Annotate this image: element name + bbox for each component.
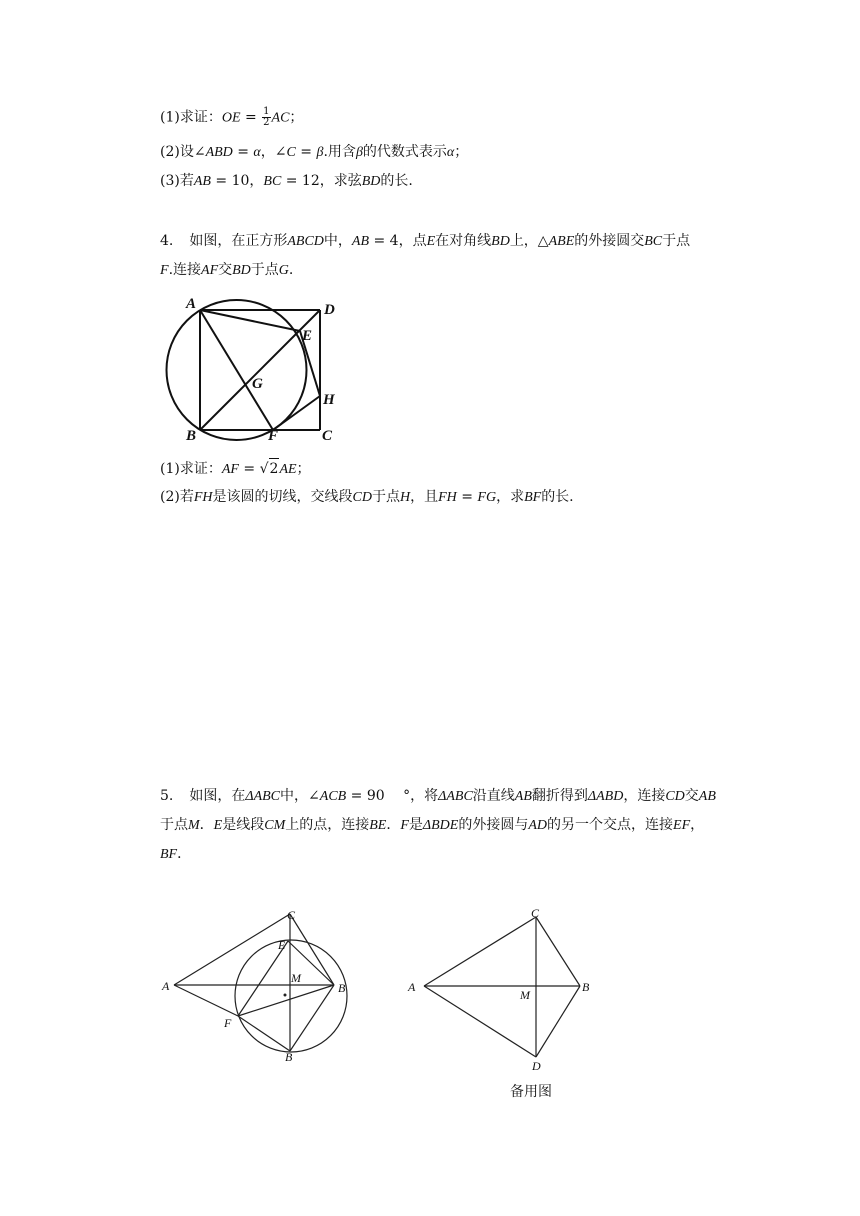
t: ， — [690, 817, 705, 833]
q5-figure-backup — [404, 902, 594, 1072]
t: AB — [514, 789, 532, 804]
t: ΔABD — [587, 789, 624, 804]
t: . — [288, 262, 294, 278]
t: = 90 °，将 — [346, 788, 439, 804]
t: 是该圆的切线，交线段 — [212, 489, 353, 505]
question-number: 5. — [160, 788, 174, 804]
t: BC — [263, 174, 282, 189]
t: CM — [264, 818, 286, 833]
label-B: B — [582, 980, 590, 994]
label-A: A — [162, 979, 170, 993]
t: ，连接 — [623, 788, 666, 804]
t: ABE — [548, 234, 575, 249]
t: C — [286, 145, 296, 160]
t: BD — [491, 234, 510, 249]
t: ABCD — [287, 234, 324, 249]
t: = — [295, 144, 317, 160]
t: 交 — [218, 262, 233, 278]
circle-center-dot — [284, 994, 287, 997]
t: AB — [698, 789, 716, 804]
segment-FE — [238, 941, 288, 1016]
t: 如图，在正方形 — [189, 233, 288, 249]
label-A: A — [186, 296, 197, 312]
segment-BD — [290, 985, 334, 1051]
label-F: F — [224, 1016, 232, 1030]
q4-part1 — [160, 458, 311, 480]
q3-part1-end: ； — [289, 109, 304, 126]
t: 于点 — [160, 817, 188, 833]
t: ，且 — [410, 489, 439, 505]
label-A: A — [408, 980, 416, 994]
q4-part2 — [160, 487, 574, 508]
t: AE — [279, 462, 297, 477]
t: BF — [524, 490, 542, 505]
t: H — [399, 490, 411, 505]
t: AF — [221, 462, 239, 477]
t: 中，∠ — [280, 788, 320, 804]
t: ． — [177, 846, 192, 862]
t: F — [400, 818, 409, 833]
t: 上的点，连接 — [285, 817, 370, 833]
q4-stem-line1 — [160, 231, 690, 252]
t: 的另一个交点，连接 — [547, 817, 674, 833]
t: (1)求证： — [160, 461, 222, 477]
t: AD — [528, 818, 548, 833]
label-E: E — [278, 938, 286, 952]
q3-part1-text: (1)求证： — [160, 109, 222, 126]
label-C: C — [531, 906, 540, 920]
t: EF — [673, 818, 691, 833]
t: CD — [352, 490, 372, 505]
q5-stem-line3 — [160, 844, 191, 865]
label-B-bottom: B — [285, 1050, 293, 1063]
t: ΔABC — [438, 789, 473, 804]
label-B: B — [186, 428, 197, 442]
t: ΔBDE — [422, 818, 459, 833]
t: ． — [386, 817, 401, 833]
t: 是 — [408, 817, 423, 833]
t: AB — [193, 174, 211, 189]
t: 如图，在 — [189, 788, 246, 804]
t: BD — [232, 263, 251, 278]
q5-stem-line1 — [160, 786, 716, 807]
t: 于点 — [371, 489, 400, 505]
t: FH — [438, 490, 457, 505]
fraction-one-half — [262, 107, 270, 128]
q3-part1 — [160, 107, 303, 129]
t: 翻折得到 — [531, 788, 588, 804]
t: β — [355, 145, 363, 160]
segment-AF — [200, 310, 273, 430]
label-C: C — [287, 908, 296, 922]
t: (2)设∠ — [160, 144, 206, 160]
t: E — [213, 818, 223, 833]
label-E: E — [302, 328, 313, 344]
q3-part1-math: OE — [221, 110, 241, 126]
segment-CB — [536, 917, 580, 986]
t: 的代数式表示 — [362, 144, 447, 160]
question-number: 4. — [160, 233, 174, 249]
t: 的长. — [541, 489, 574, 505]
t: .连接 — [168, 262, 202, 278]
t: ． — [199, 817, 214, 833]
t: ； — [454, 144, 469, 160]
fraction-numerator: 1 — [263, 106, 270, 117]
q3-part1-math2: AC — [271, 110, 290, 126]
label-G: G — [252, 376, 263, 392]
t: ACB — [319, 789, 347, 804]
label-H: H — [323, 392, 335, 408]
t: 在对角线 — [435, 233, 492, 249]
t: 上，△ — [509, 233, 549, 249]
label-F: F — [268, 428, 279, 442]
q4-figure-square-circle — [160, 292, 340, 442]
t: .用含 — [323, 144, 356, 160]
t: BD — [361, 174, 381, 189]
t: 沿直线 — [472, 788, 515, 804]
t: F — [160, 263, 169, 278]
segment-AF — [174, 985, 238, 1016]
label-C: C — [322, 428, 333, 442]
t: = — [456, 489, 478, 505]
t: 的外接圆交 — [574, 233, 645, 249]
t: = 4，点 — [369, 233, 427, 249]
segment-FB — [238, 985, 334, 1016]
t: (2)若 — [160, 489, 194, 505]
q3-part1-eq: = — [240, 109, 262, 126]
t: 交 — [684, 788, 699, 804]
segment-AC — [174, 914, 290, 985]
t: β — [316, 145, 324, 160]
t: FH — [193, 490, 213, 505]
t: = — [232, 144, 254, 160]
backup-figure-caption: 备用图 — [510, 1084, 552, 1100]
t: α — [446, 145, 455, 160]
t: E — [426, 234, 436, 249]
t: ； — [296, 461, 311, 477]
t: = — [238, 461, 260, 477]
t: 于点 — [662, 233, 691, 249]
label-M: M — [520, 988, 530, 1002]
t: 的长. — [380, 173, 413, 189]
t: AF — [201, 263, 219, 278]
t: = 12，求弦 — [281, 173, 362, 189]
q3-part3 — [160, 171, 413, 192]
t: α — [253, 145, 261, 160]
t: ，∠ — [260, 144, 287, 160]
q5-figure-main — [160, 903, 360, 1063]
t: ，求 — [496, 489, 525, 505]
t: ΔABC — [245, 789, 281, 804]
t: BC — [644, 234, 663, 249]
t: 于点 — [250, 262, 279, 278]
t: M — [188, 818, 200, 833]
t: 是线段 — [222, 817, 265, 833]
t: BF — [160, 847, 178, 862]
label-D: D — [324, 302, 335, 318]
label-B: B — [338, 981, 346, 995]
t: = 10， — [210, 173, 264, 189]
sqrt-radicand: 2 — [269, 458, 280, 479]
t: BE — [369, 818, 387, 833]
t: ABD — [205, 145, 233, 160]
fraction-denominator: 2 — [263, 117, 270, 128]
q3-part2 — [160, 142, 468, 163]
t: CD — [665, 789, 685, 804]
label-D: D — [532, 1059, 541, 1072]
t: 中， — [323, 233, 352, 249]
t: FG — [477, 490, 497, 505]
segment-AC — [424, 917, 536, 986]
t: AB — [351, 234, 370, 249]
t: 的外接圆与 — [458, 817, 529, 833]
t: (3)若 — [160, 173, 194, 189]
q5-stem-line2 — [160, 815, 704, 836]
segment-DB — [536, 986, 580, 1057]
segment-FD — [238, 1016, 290, 1051]
sqrt-sign: √ — [259, 461, 269, 477]
t: G — [278, 263, 289, 278]
label-M: M — [291, 971, 301, 985]
q4-stem-line2 — [160, 260, 293, 281]
